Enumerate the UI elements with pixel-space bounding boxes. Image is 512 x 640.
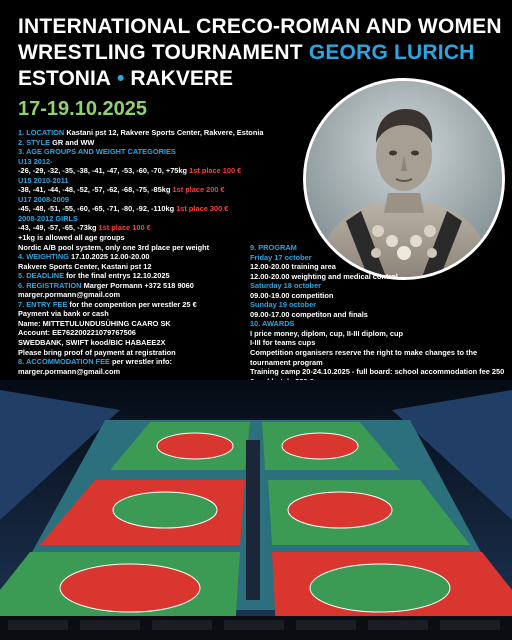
u15-label: U15 2010-2011	[18, 175, 69, 185]
u17-weights: -45, -48, -51, -55, -60, -65, -71, -80, -92, -110kg	[18, 204, 175, 214]
payment-note: Payment via bank or cash	[18, 309, 109, 319]
deadline-label: 5. DEADLINE	[18, 271, 64, 281]
entry-label: 7. ENTRY FEE	[18, 299, 68, 309]
awards-item-3: Competition organisers reserve the right to make changes to the tournament program	[250, 348, 478, 367]
registration-value: Marger Pormann +372 518 9060	[83, 280, 194, 290]
u17-prize: 1st place 300 €	[176, 204, 229, 214]
saturday-label: Saturday 18 october	[250, 281, 322, 291]
accommodation-label: 8. ACCOMMODATION FEE	[18, 357, 110, 367]
style-value: GR and WW	[52, 137, 95, 147]
style-label: 2. STYLE	[18, 137, 51, 147]
u15-weights: -38, -41, -44, -48, -52, -57, -62, -68, -75, -85kg	[18, 185, 171, 195]
weighting-value: 17.10.2025 12.00-20.00	[70, 252, 150, 262]
u17-row	[18, 204, 318, 214]
bullet-dot: •	[116, 67, 125, 90]
friday-label: Friday 17 october	[250, 252, 312, 262]
swift-code: SWEDBANK, SWIFT kood/BIC HABAEE2X	[18, 338, 166, 348]
bank-account: Account: EE762200221079767506	[18, 328, 136, 338]
title-line-1: INTERNATIONAL CRECO-ROMAN AND WOMEN	[18, 15, 502, 38]
girls-prize: 1st place 100 €	[98, 223, 151, 233]
pool-note: Nordic A/B pool system, only one 3rd place per weight	[18, 242, 210, 252]
u13-prize: 1st place 100 €	[189, 166, 242, 176]
awards-item-2: I-III for teams cups	[250, 338, 316, 348]
friday-item-1: 12.00-20.00 training area	[250, 262, 336, 272]
proof-note: Please bring proof of payment at registration	[18, 347, 176, 357]
accommodation-email: marger.pormann@gmail.com	[18, 366, 121, 376]
girls-weights: -43, -49, -57, -65, -73kg	[18, 223, 97, 233]
program-label: 9. PROGRAM	[250, 243, 297, 252]
saturday-item-1: 09.00-19.00 competition	[250, 290, 334, 300]
title-name: GEORG LURICH	[308, 41, 475, 64]
program-section	[250, 243, 505, 386]
u13-row	[18, 166, 318, 176]
girls-row	[18, 223, 318, 233]
awards-item-1: I price money, diplom, cup, II-III diplom, cup	[250, 328, 404, 338]
allowed-note: +1kg is allowed all age groups	[18, 233, 125, 243]
arena-illustration	[0, 380, 512, 640]
u13-label: U13 2012-	[18, 156, 53, 166]
girls-label: 2008-2012 GIRLS	[18, 213, 78, 223]
wrestling-arena-photo	[0, 380, 512, 640]
awards-label: 10. AWARDS	[250, 319, 295, 329]
location-label: 1. LOCATION	[18, 128, 65, 137]
deadline-value: for the final entrys 12.10.2025	[66, 271, 170, 281]
friday-item-2: 12.00-20.00 weighting and medical control	[250, 271, 398, 281]
title-line-2-prefix: WRESTLING TOURNAMENT	[18, 41, 303, 64]
weighting-label: 4. WEIGHTING	[18, 252, 69, 262]
training-camp-note: Training camp 20-24.10.2025 - full board: school accommodation fee 250	[250, 367, 505, 377]
location-row	[18, 128, 318, 138]
title-line-2	[18, 40, 508, 66]
registration-email: marger.pormann@gmail.com	[18, 290, 121, 300]
event-dates: 17-19.10.2025	[18, 98, 148, 120]
registration-label: 6. REGISTRATION	[18, 280, 82, 290]
u15-prize: 1st place 200 €	[172, 185, 225, 195]
sunday-label: Sunday 19 october	[250, 300, 317, 310]
u15-row	[18, 185, 318, 195]
bank-name: Name: MITTETULUNDUSÜHING CAARO SK	[18, 318, 171, 328]
city: RAKVERE	[130, 67, 234, 90]
entry-value: for the compention per wrestler 25 €	[69, 299, 197, 309]
u13-weights: -26, -29, -32, -35, -38, -41, -47, -53, -60, -70, +75kg	[18, 166, 188, 176]
u17-label: U17 2008-2009	[18, 194, 69, 204]
age-groups-label: 3. AGE GROUPS AND WEIGHT CATEGORIES	[18, 147, 176, 157]
location-value: Kastani pst 12, Rakvere Sports Center, Rakvere, Estonia	[66, 128, 264, 137]
style-row	[18, 138, 318, 148]
accommodation-value: per wrestler info:	[112, 357, 173, 367]
sunday-item-1: 09.00-17.00 competiton and finals	[250, 309, 368, 319]
country: ESTONIA	[18, 67, 111, 90]
weighting-place: Rakvere Sports Center, Kastani pst 12	[18, 261, 152, 271]
